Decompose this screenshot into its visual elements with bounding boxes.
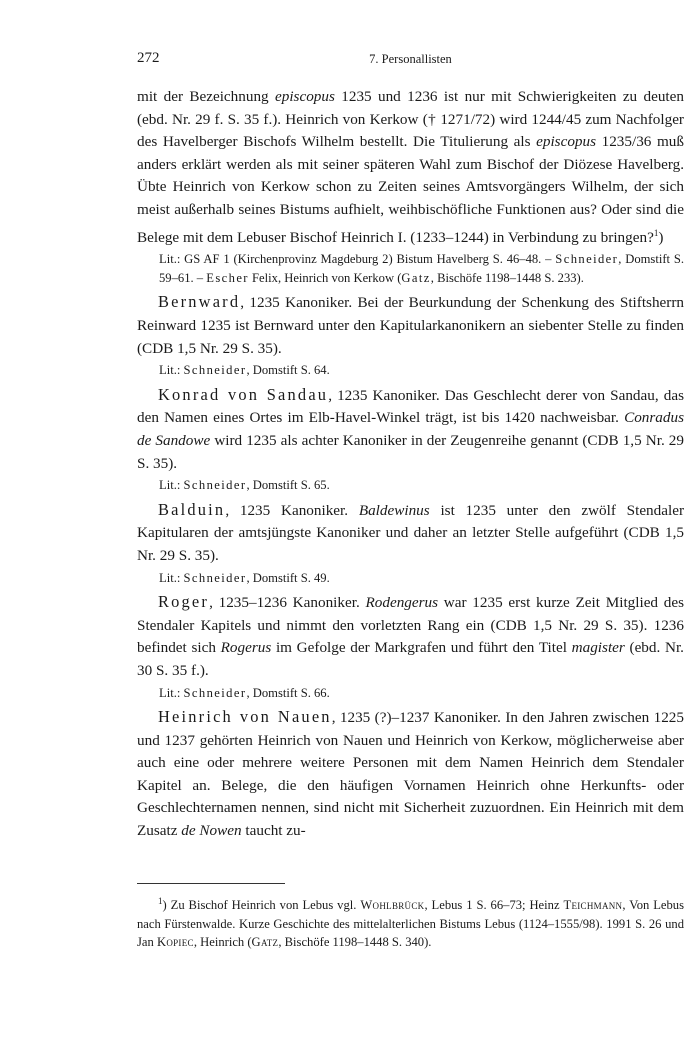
page-header xyxy=(137,50,684,70)
entry-konrad: Konrad von Sandau, 1235 Kanoniker. Das Geschlecht derer von Sandau, das den Namen eines Ortes im Elb-Havel-Winkel trägt, ist bis 1420 nachweisbar. Conradus de Sandowe wird 1235 als achter Kanoniker in der Zeugenreihe genannt (CDB 1,5 Nr. 29 S. 35). xyxy=(137,384,684,472)
italic-term: Rodengerus xyxy=(365,594,439,612)
author-name: Gatz xyxy=(401,270,431,285)
intro-paragraph: mit der Bezeichnung episcopus 1235 und 1236 ist nur mit Schwierigkeiten zu deuten (ebd. Nr. 29 f. S. 35 f.). Heinrich von Kerkow († 1271/72) wird 1244/45 zum Nachfolger des Havelberger Bischofs Wilhelm bestellt. Die Titulierung als episcopus 1235/36 muß anders erklärt werden als mit seiner späteren Wahl zum Bischof der Diözese Havelberg. Übte Heinrich von Kerkow schon zu Zeiten seines Amtsvorgängers Wilhelm, der sich meist außerhalb seines Bistums aufhielt, weihbischöfliche Funktionen aus? Oder sind die Belege mit dem Lebuser Bischof Heinrich I. (1233–1244) in Verbindung zu bringen?$^1$) xyxy=(137,88,684,246)
italic-term: magister xyxy=(571,639,625,657)
author-name: Schneider xyxy=(183,685,247,700)
footnote-marker: 1 xyxy=(158,896,163,906)
author-name: Teichmann xyxy=(563,898,623,913)
entry-name: Balduin xyxy=(158,499,226,519)
author-name: Kopiec xyxy=(156,935,194,950)
entry-name: Heinrich von Nauen xyxy=(158,707,332,727)
entry-roger: Roger, 1235–1236 Kanoniker. Rodengerus war 1235 erst kurze Zeit Mitglied des Stendaler Kapitels und nimmt den vorletzten Rang ein (CDB 1,5 Nr. 29 S. 35). 1236 befindet sich Rogerus im Gefolge der Markgrafen und führt den Titel magister (ebd. Nr. 30 S. 35 f.). xyxy=(137,592,685,679)
entry-literature: Lit.: Schneider, Domstift S. 49. xyxy=(159,570,330,585)
italic-term: episcopus xyxy=(275,88,335,105)
entry-name: Roger xyxy=(158,592,210,612)
entry-literature: Lit.: Schneider, Domstift S. 65. xyxy=(159,478,330,493)
entry-literature: Lit.: Schneider, Domstift S. 64. xyxy=(159,363,330,378)
entry-bernward: Bernward, 1235 Kanoniker. Bei der Beurkundung der Schenkung des Stiftsherrn Reinward 1235 ist Bernward unter den Kapitularkanonikern an siebenter Stelle zu finden (CDB 1,5 Nr. 29 S. 35). xyxy=(137,292,684,357)
entry-heinrich-von-nauen: Heinrich von Nauen, 1235 (?)–1237 Kanoniker. In den Jahren zwischen 1225 und 1237 gehörten Heinrich von Nauen und Heinrich von Kerkow, möglicherweise aber auch eine oder mehrere weitere Personen mit dem Namen Heinrich dem Stendaler Kapitel an. Belege, die den häufigen Vornamen Heinrich ohne Herkunfts- oder Geschlechternamen nennen, sind nicht mit Sicherheit zuzuordnen. Ein Heinrich mit dem Zusatz de Nowen taucht zu- xyxy=(137,707,684,840)
entry-name: Konrad von Sandau xyxy=(158,384,329,404)
main-text xyxy=(137,86,684,843)
running-head: 7. Personallisten xyxy=(369,52,452,66)
author-name: Schneider xyxy=(555,252,619,267)
italic-term: Conradus de Sandowe xyxy=(137,409,684,449)
author-name: Schneider xyxy=(183,570,247,585)
author-name: Escher xyxy=(206,270,249,285)
author-name: Gatz xyxy=(251,935,279,950)
footnote-divider xyxy=(137,883,285,884)
intro-literature: Lit.: GS AF 1 (Kirchenprovinz Magdeburg 2) Bistum Havelberg S. 46–48. – Schneider, Domstift S. 59–61. – Escher Felix, Heinrich von Kerkow (Gatz, Bischöfe 1198–1448 S. 233). xyxy=(159,252,684,285)
entry-name: Bernward xyxy=(158,292,241,312)
footnote-ref: 1 xyxy=(653,227,659,238)
italic-term: Rogerus xyxy=(220,639,272,657)
entry-literature: Lit.: Schneider, Domstift S. 66. xyxy=(159,685,330,700)
author-name: Schneider xyxy=(183,478,247,493)
italic-term: Baldewinus xyxy=(358,501,430,519)
page-number: 272 xyxy=(137,50,160,66)
italic-term: episcopus xyxy=(536,133,597,151)
entry-balduin: Balduin, 1235 Kanoniker. Baldewinus ist 1235 unter den zwölf Stendaler Kapitularen der amtsjüngste Kanoniker und daher an letzter Stelle aufgeführt (CDB 1,5 Nr. 29 S. 35). xyxy=(137,499,685,564)
author-name: Schneider xyxy=(183,363,247,378)
footnote: $^1$) Zu Bischof Heinrich von Lebus vgl. Wohlbrück, Lebus 1 S. 66–73; Heinz Teichmann, Von Lebus nach Fürstenwalde. Kurze Geschichte des mittelalterlichen Bistums Lebus (1124–1555/98). 1991 S. 26 und Jan Kopiec, Heinrich (Gatz, Bischöfe 1198–1448 S. 340). xyxy=(137,896,684,950)
italic-term: de Nowen xyxy=(181,822,242,840)
author-name: Wohlbrück xyxy=(360,898,425,913)
